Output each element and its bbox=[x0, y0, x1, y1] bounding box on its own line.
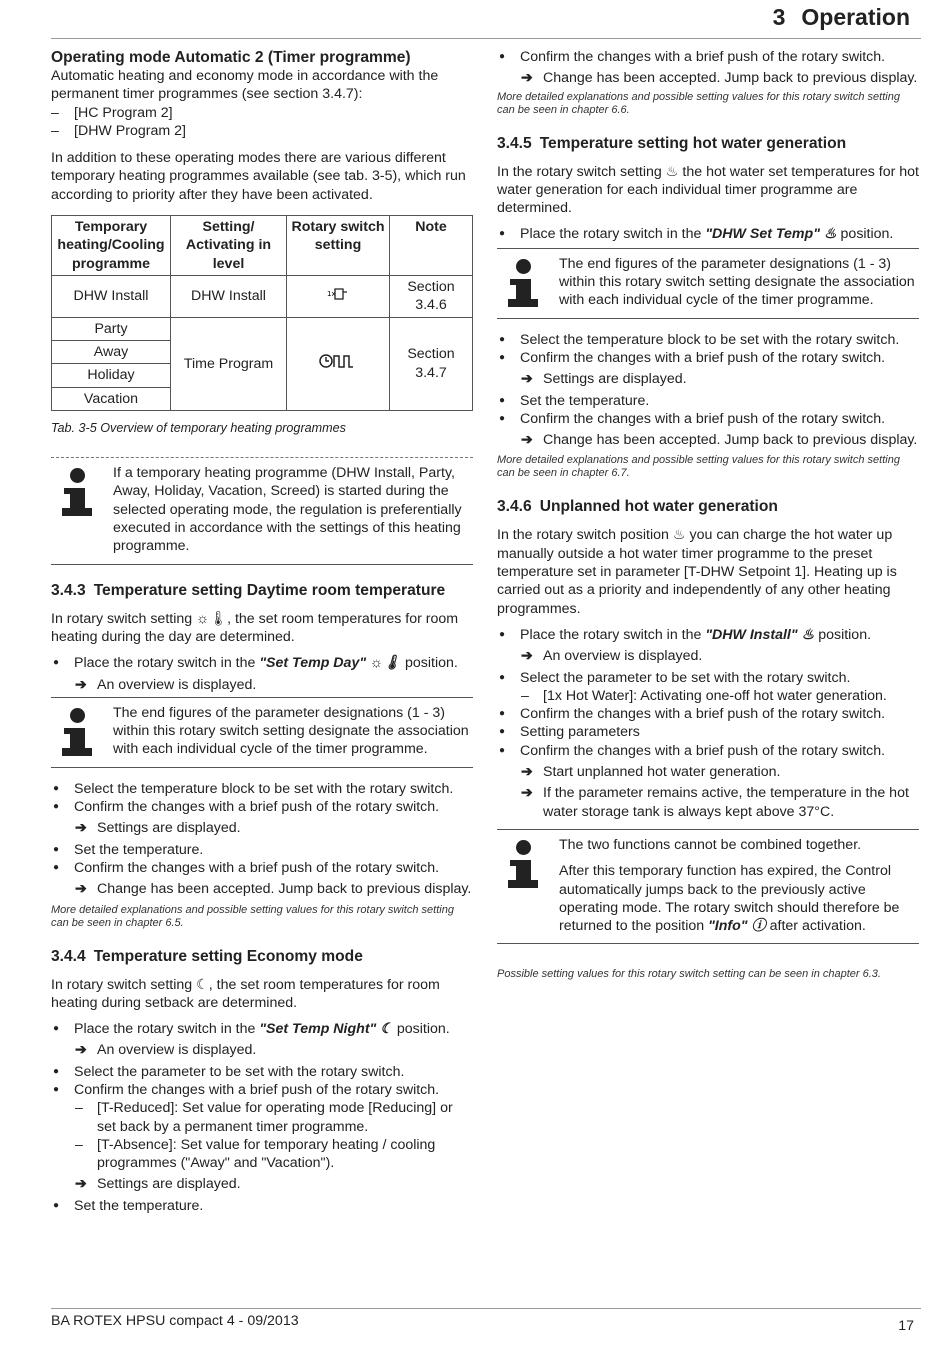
temp-intro: In addition to these operating modes there are various different temporary heating programmes available (see tab. 3-5), which run according to priority after they have been activated. bbox=[51, 150, 466, 203]
result-item: ➔ An overview is displayed. bbox=[51, 1041, 473, 1059]
bullet-text: Place the rotary switch in the bbox=[520, 626, 706, 643]
switch-position-label: "Set Temp Day" ☼🌡 bbox=[259, 655, 402, 672]
table-header: Note bbox=[390, 216, 473, 276]
switch-position-label: "DHW Install" ♨ bbox=[705, 626, 815, 643]
note-text: The two functions cannot be combined together. bbox=[559, 836, 862, 853]
section-title: Temperature setting Daytime room temperature bbox=[93, 581, 446, 599]
section-number: 3.4.4 bbox=[51, 947, 86, 965]
list-item: – [DHW Program 2] bbox=[51, 122, 473, 140]
left-column bbox=[51, 48, 473, 1215]
info-note bbox=[497, 829, 919, 944]
bullet-item: ● Select the temperature block to be set with the rotary switch. bbox=[497, 331, 919, 349]
table-cell: DHW Install bbox=[171, 276, 287, 318]
bullet-text: Place the rotary switch in the bbox=[520, 226, 706, 243]
chapter-title: Operation bbox=[801, 4, 910, 30]
result-item: ➔ Change has been accepted. Jump back to previous display. bbox=[51, 880, 473, 898]
list-item: – [HC Program 2] bbox=[51, 104, 473, 122]
bullet-item: ● Setting parameters bbox=[497, 723, 919, 741]
table-cell: DHW Install bbox=[52, 276, 171, 318]
paragraph: In the rotary switch position ♨ you can charge the hot water up manually outside a hot water timer programme to the preset temperature set in parameter [T-DHW Setpoint 1]. Heating up is carried out as a priority and independently of any other heating programmes. bbox=[497, 527, 897, 617]
section-heading bbox=[497, 497, 919, 516]
result-item: ➔ Change has been accepted. Jump back to previous display. bbox=[497, 431, 919, 449]
result-item: ➔ Settings are displayed. bbox=[51, 1175, 473, 1193]
section-title: Unplanned hot water generation bbox=[539, 498, 778, 516]
bullet-item: ● Confirm the changes with a brief push of the rotary switch. bbox=[497, 349, 919, 367]
section-number: 3.4.3 bbox=[51, 581, 86, 599]
bullet-text: position. bbox=[401, 655, 458, 672]
paragraph: In the rotary switch setting ♨ the hot water set temperatures for hot water generation for each individual timer programme are determined. bbox=[497, 163, 919, 217]
section-number: 3.4.6 bbox=[497, 498, 532, 516]
bullet-item: ● Set the temperature. bbox=[497, 392, 919, 410]
section-number: 3.4.5 bbox=[497, 134, 532, 152]
reference-note: More detailed explanations and possible setting values for this rotary switch setting can be seen in chapter 6.7. bbox=[497, 454, 900, 480]
switch-position-label: "DHW Set Temp" ♨ bbox=[705, 226, 837, 243]
sub-item: – [T-Absence]: Set value for temporary heating / cooling programmes ("Away" and "Vacation"). bbox=[51, 1136, 473, 1173]
sub-item: – [T-Reduced]: Set value for operating mode [Reducing] or set back by a permanent timer programme. bbox=[51, 1099, 473, 1136]
table-header: Rotary switch setting bbox=[287, 216, 390, 276]
bullet-text: Place the rotary switch in the bbox=[74, 1021, 260, 1038]
bullet-text: position. bbox=[836, 226, 894, 243]
bullet-item: ● Set the temperature. bbox=[51, 841, 473, 859]
bullet-item bbox=[51, 1020, 473, 1038]
note-text: The end figures of the parameter designations (1 - 3) within this rotary switch setting designate the association with each individual cycle of the timer programme. bbox=[559, 255, 915, 309]
table-cell: Section 3.4.7 bbox=[390, 317, 473, 410]
bullet-item: ● Select the temperature block to be set with the rotary switch. bbox=[51, 780, 473, 798]
bullet-item: ● Confirm the changes with a brief push of the rotary switch. bbox=[51, 1081, 473, 1099]
reference-note: More detailed explanations and possible setting values for this rotary switch setting can be seen in chapter 6.6. bbox=[497, 90, 900, 116]
reference-note: More detailed explanations and possible setting values for this rotary switch setting can be seen in chapter 6.5. bbox=[51, 903, 454, 929]
info-note bbox=[51, 697, 473, 768]
bullet-item: ● Confirm the changes with a brief push of the rotary switch. bbox=[497, 48, 919, 66]
result-item: ➔ If the parameter remains active, the temperature in the hot water storage tank is always kept above 37°C. bbox=[497, 784, 919, 821]
result-item: ➔ Start unplanned hot water generation. bbox=[497, 763, 919, 781]
paragraph: In rotary switch setting ☾, the set room temperatures for room heating during setback are determined. bbox=[51, 976, 440, 1011]
reference-note: Possible setting values for this rotary switch setting can be seen in chapter 6.3. bbox=[497, 968, 881, 981]
bullet-item: ● Select the parameter to be set with the rotary switch. bbox=[497, 669, 919, 687]
svg-text:1x: 1x bbox=[327, 289, 336, 298]
result-item: ➔ Settings are displayed. bbox=[497, 370, 919, 388]
bullet-text: position. bbox=[814, 626, 872, 643]
chapter-number: 3 bbox=[772, 4, 786, 30]
auto2-text: Automatic heating and economy mode in accordance with the permanent timer programmes (see section 3.4.7): bbox=[51, 68, 439, 103]
result-item: ➔ An overview is displayed. bbox=[51, 676, 473, 694]
switch-position-label: "Set Temp Night" ☾ bbox=[259, 1021, 393, 1038]
note-text-part: after activation. bbox=[765, 918, 866, 935]
result-item: ➔ An overview is displayed. bbox=[497, 647, 919, 665]
table-cell: Party bbox=[52, 317, 171, 340]
info-icon bbox=[507, 259, 539, 307]
table-caption: Tab. 3-5 Overview of temporary heating programmes bbox=[51, 420, 346, 435]
table-cell: Time Program bbox=[171, 317, 287, 410]
bullet-text: Place the rotary switch in the bbox=[74, 655, 260, 672]
bullet-item: ● Set the temperature. bbox=[51, 1197, 473, 1215]
section-heading bbox=[497, 134, 919, 153]
footer-rule bbox=[51, 1308, 921, 1309]
header-rule bbox=[51, 38, 921, 39]
bullet-item: ● Confirm the changes with a brief push of the rotary switch. bbox=[497, 705, 919, 723]
section-title: Temperature setting hot water generation bbox=[539, 134, 847, 152]
table-cell: Vacation bbox=[52, 387, 171, 410]
chapter-header bbox=[757, 2, 910, 32]
section-title: Temperature setting Economy mode bbox=[93, 947, 363, 965]
page-number: 17 bbox=[898, 1318, 914, 1334]
result-item: ➔ Change has been accepted. Jump back to previous display. bbox=[497, 69, 919, 87]
bullet-item: ● Confirm the changes with a brief push of the rotary switch. bbox=[497, 410, 919, 428]
bullet-item: ● Confirm the changes with a brief push of the rotary switch. bbox=[51, 798, 473, 816]
note-text-part: After this temporary function has expired, the Control automatically jumps back to the previously active operating mode. The rotary switch should therefore be returned to the position bbox=[559, 863, 900, 935]
table-cell: Section 3.4.6 bbox=[390, 276, 473, 318]
bullet-item: ● Confirm the changes with a brief push of the rotary switch. bbox=[497, 742, 919, 760]
info-note bbox=[51, 457, 473, 564]
bullet-item: ● Confirm the changes with a brief push of the rotary switch. bbox=[51, 859, 473, 877]
info-note bbox=[497, 248, 919, 319]
paragraph: In rotary switch setting ☼🌡, the set room temperatures for room heating during the day are determined. bbox=[51, 610, 459, 645]
table-header: Temporary heating/Cooling programme bbox=[52, 216, 171, 276]
bullet-text: position. bbox=[392, 1021, 450, 1038]
bullet-item bbox=[497, 225, 919, 243]
result-item: ➔ Settings are displayed. bbox=[51, 819, 473, 837]
bullet-item bbox=[497, 626, 919, 644]
timer-program-switch-icon bbox=[287, 317, 390, 410]
programmes-table bbox=[51, 215, 473, 411]
table-header: Setting/ Activating in level bbox=[171, 216, 287, 276]
bullet-item: ● Select the parameter to be set with the rotary switch. bbox=[51, 1063, 473, 1081]
bullet-item bbox=[51, 654, 473, 672]
info-icon bbox=[507, 840, 539, 888]
table-cell: Holiday bbox=[52, 364, 171, 387]
table-cell: Away bbox=[52, 340, 171, 363]
dhw-install-switch-icon bbox=[287, 276, 390, 318]
table-row bbox=[52, 276, 473, 318]
info-icon bbox=[61, 468, 93, 516]
sub-item: – [1x Hot Water]: Activating one-off hot water generation. bbox=[497, 687, 919, 705]
note-text: If a temporary heating programme (DHW Install, Party, Away, Holiday, Vacation, Screed) is started during the selected operating mode, the regulation is preferentially executed in accordance with the settings of this heating programme. bbox=[113, 465, 462, 555]
info-icon bbox=[61, 708, 93, 756]
switch-position-label: "Info" ⓘ bbox=[708, 918, 766, 935]
note-text: The end figures of the parameter designations (1 - 3) within this rotary switch setting designate the association with each individual cycle of the timer programme. bbox=[113, 704, 469, 758]
right-column bbox=[497, 48, 919, 981]
section-heading bbox=[51, 581, 473, 600]
note-text bbox=[559, 862, 919, 935]
footer-doc-title: BA ROTEX HPSU compact 4 - 09/2013 bbox=[51, 1313, 299, 1329]
auto2-title: Operating mode Automatic 2 (Timer programme) bbox=[51, 49, 411, 66]
section-heading bbox=[51, 947, 473, 966]
table-row bbox=[52, 317, 473, 340]
